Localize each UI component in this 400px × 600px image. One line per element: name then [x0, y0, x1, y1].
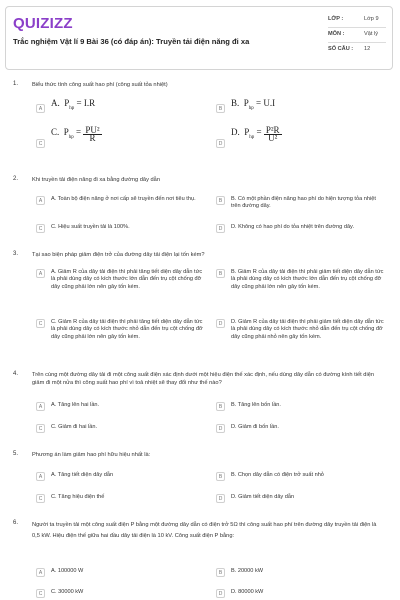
- option-text: A. $P_{hp} = I.R$: [51, 98, 96, 111]
- question-number: 5.: [13, 451, 19, 457]
- option-text: C. 30000 kW: [51, 589, 84, 595]
- option-text: A. Giảm R của dây tải điện thì phải tăng tiết diện dây dẫn tức là phải dùng dây có kích thước lớn dẫn đến trụ cột chống đỡ dây cũng phải lớn nên gây tốn kém.: [51, 269, 203, 290]
- option-letter: C: [36, 424, 45, 433]
- option-text: C. Hiệu suất truyền tải là 100%.: [51, 224, 130, 230]
- option-letter: B: [216, 472, 225, 481]
- option-letter: D: [216, 319, 225, 328]
- option-text: C. Giảm đi hai lần.: [51, 424, 98, 430]
- option-letter: A: [36, 472, 45, 481]
- option-letter: D: [216, 224, 225, 233]
- option-letter: D: [216, 494, 225, 503]
- question-text: Người ta truyền tải một công suất điện P bằng một đường dây dẫn có điện trở 5Ω thì công suất hao phí trên đường dây truyền tải điện là 0,5 kW. Hiệu điện thế giữa hai đầu dây tải điện là 10 kV. Công suất điện P bằng:: [32, 522, 377, 539]
- question-text: Trên cùng một đường dây tải đi một công suất điện xác định dưới một hiệu điện thế xác định, nếu dùng dây dẫn có đường kính tiết diện giảm đi một nửa thì công suất hao phí vì toả nhiệt sẽ thay đổi như thế nào?: [32, 372, 375, 386]
- option-letter: D: [216, 139, 225, 148]
- meta-subject-value: Vật lý: [364, 31, 378, 37]
- question-text: Biểu thức tính công suất hao phí (công suất tỏa nhiệt): [32, 82, 168, 88]
- option-text: B. Tăng lên bốn lần.: [231, 402, 281, 408]
- option-text: D. $P_{hp}$ = $\frac{\text{P²R}}{\text{U²}}$: [231, 125, 280, 144]
- meta-divider: [328, 27, 386, 28]
- question-number: 2.: [13, 176, 19, 182]
- option-text: D. Giảm đi bốn lần.: [231, 424, 279, 430]
- option-letter: A: [36, 568, 45, 577]
- option-letter: C: [36, 139, 45, 148]
- option-text: B. 20000 kW: [231, 568, 264, 574]
- option-letter: B: [216, 402, 225, 411]
- option-text: C. $P_{hp}$ = $\frac{\text{PU²}}{R}$: [51, 125, 100, 144]
- question-number: 4.: [13, 371, 19, 377]
- meta-subject-key: MÔN :: [328, 31, 345, 37]
- option-letter: A: [36, 269, 45, 278]
- option-letter: C: [36, 319, 45, 328]
- option-letter: A: [36, 196, 45, 205]
- meta-count-value: 12: [364, 46, 371, 52]
- option-text: A. Toàn bộ điện năng ở nơi cấp sẽ truyền đến nơi tiêu thụ.: [51, 196, 196, 202]
- option-text: A. Tăng lên hai lần.: [51, 402, 100, 408]
- question-text: Phương án làm giảm hao phí hữu hiệu nhất là:: [32, 452, 151, 458]
- option-text: C. Tăng hiệu điện thế: [51, 494, 105, 500]
- question-number: 1.: [13, 81, 19, 87]
- option-text: A. 100000 W: [51, 568, 84, 574]
- worksheet-title: Trắc nghiệm Vật lí 9 Bài 36 (có đáp án): Truyền tải điện năng đi xa: [13, 37, 250, 46]
- option-letter: A: [36, 104, 45, 113]
- option-text: D. Giảm R của dây tải điện thì phải giảm tiết diện dây dẫn tức là phải dùng dây có kích thước nhỏ dẫn đến trụ cột chống đỡ dây cũng phải nhỏ nên gây tốn kém.: [231, 319, 384, 340]
- option-letter: B: [216, 104, 225, 113]
- option-letter: B: [216, 269, 225, 278]
- meta-grade-value: Lớp 9: [364, 16, 379, 22]
- option-letter: D: [216, 589, 225, 598]
- option-text: A. Tăng tiết diện dây dẫn: [51, 472, 114, 478]
- option-text: B. $P_{hp} = U.I$: [231, 98, 276, 111]
- option-text: B. Chọn dây dẫn có điện trở suất nhỏ: [231, 472, 324, 478]
- option-letter: C: [36, 494, 45, 503]
- option-text: B. Giảm R của dây tải điện thì phải giảm tiết diện dây dẫn tức là phải dùng dây có kích thước lớn dẫn đến trụ cột chống đỡ dây cũng phải lớn nên gây tốn kém.: [231, 269, 384, 290]
- question-text: Khi truyền tải điện năng đi xa bằng đường dây dẫn: [32, 177, 161, 183]
- option-letter: C: [36, 224, 45, 233]
- option-text: C. Giảm R của dây tải điện thì phải tăng tiết diện dây dẫn tức là phải dùng dây có kích thước nhỏ dẫn đến trụ cột chống đỡ dây cũng phải lớn nên gây tốn kém.: [51, 319, 203, 340]
- question-number: 3.: [13, 251, 19, 257]
- option-letter: B: [216, 568, 225, 577]
- option-letter: D: [216, 424, 225, 433]
- option-text: B. Có một phần điện năng hao phí do hiện tượng tỏa nhiệt trên đường dây.: [231, 196, 376, 210]
- option-letter: A: [36, 402, 45, 411]
- option-text: D. Không có hao phí do tỏa nhiệt trên đường dây.: [231, 224, 354, 230]
- option-letter: B: [216, 196, 225, 205]
- question-text: Tại sao biện pháp giảm điện trở của đường dây tải điện lại tốn kém?: [32, 252, 205, 258]
- option-text: D. Giảm tiết diện dây dẫn: [231, 494, 295, 500]
- question-number: 6.: [13, 520, 19, 526]
- meta-count-key: SỐ CÂU :: [328, 46, 354, 52]
- option-text: D. 80000 kW: [231, 589, 264, 595]
- meta-divider: [328, 42, 386, 43]
- option-letter: C: [36, 589, 45, 598]
- meta-grade-key: LỚP :: [328, 16, 344, 22]
- quizizz-logo: QUIZIZZ: [13, 15, 73, 32]
